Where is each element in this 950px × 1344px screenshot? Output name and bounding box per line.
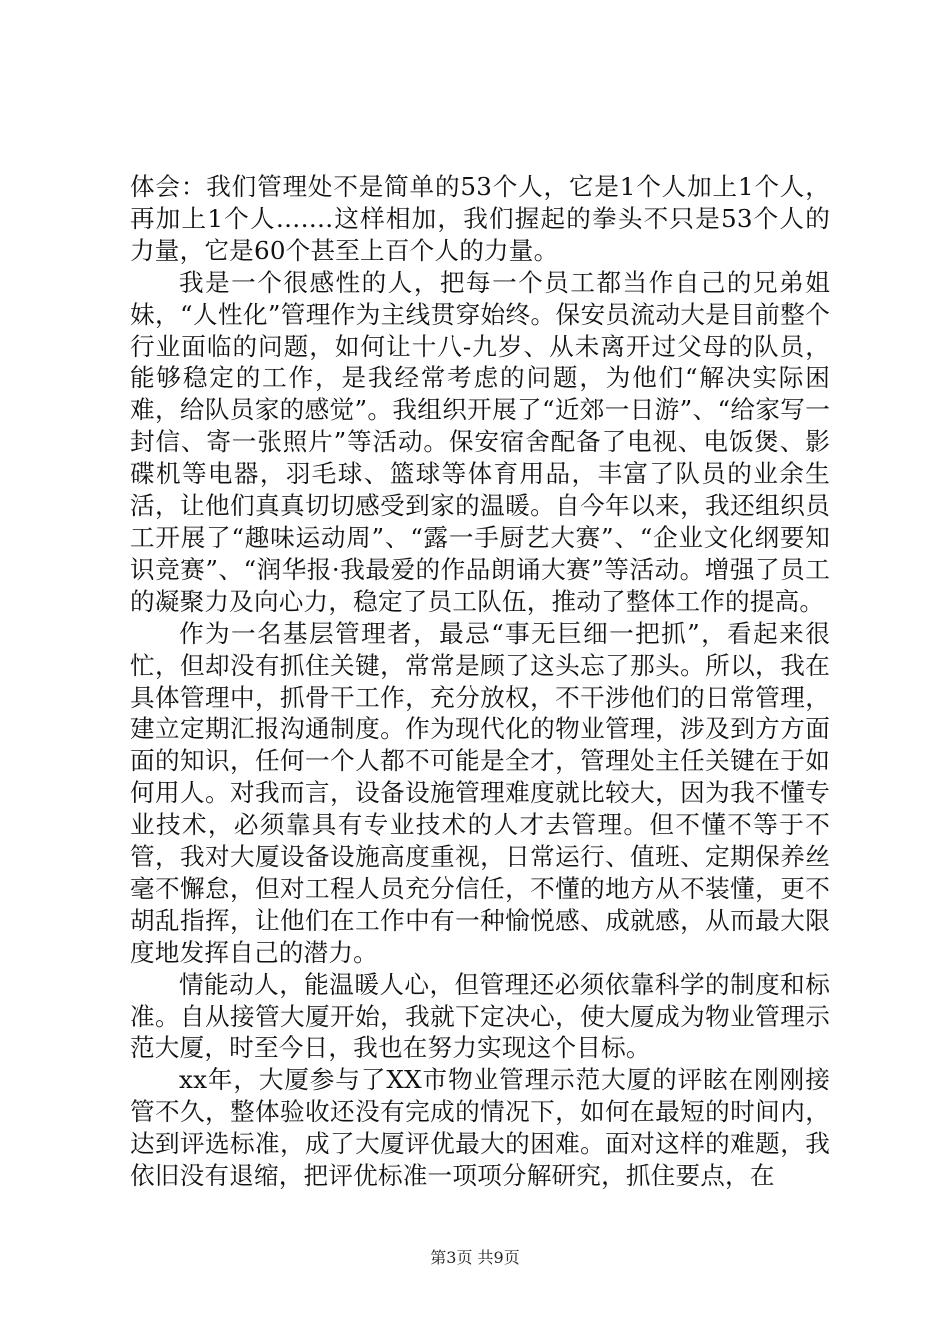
paragraph-4: 情能动人，能温暖人心，但管理还必须依靠科学的制度和标准。自从接管大厦开始，我就下定决心，使大厦成为物业管理示范大厦，时至今日，我也在努力实现这个目标。	[130, 969, 830, 1063]
paragraph-5: xx年，大厦参与了XX市物业管理示范大厦的评眩在刚刚接管不久，整体验收还没有完成的情况下，如何在最短的时间内，达到评选标准，成了大厦评优最大的困难。面对这样的难题，我依旧没有退缩，把评优标准一项项分解研究，抓住要点，在	[130, 1065, 830, 1191]
document-body	[130, 171, 830, 1192]
paragraph-3: 作为一名基层管理者，最忌“事无巨细一把抓”，看起来很忙，但却没有抓住关键，常常是顾了这头忘了那头。所以，我在具体管理中，抓骨干工作，充分放权，不干涉他们的日常管理，建立定期汇报沟通制度。作为现代化的物业管理，涉及到方方面面的知识，任何一个人都不可能是全才，管理处主任关键在于如何用人。对我而言，设备设施管理难度就比较大，因为我不懂专业技术，必须靠具有专业技术的人才去管理。但不懂不等于不管，我对大厦设备设施高度重视，日常运行、值班、定期保养丝毫不懈怠，但对工程人员充分信任，不懂的地方从不装懂，更不胡乱指挥，让他们在工作中有一种愉悦感、成就感，从而最大限度地发挥自己的潜力。	[130, 618, 830, 967]
paragraph-1: 体会：我们管理处不是简单的53个人，它是1个人加上1个人，再加上1个人…….这样相加，我们握起的拳头不只是53个人的力量，它是60个甚至上百个人的力量。	[130, 172, 830, 265]
page-footer: 第3页 共9页	[430, 1248, 520, 1267]
paragraph-2: 我是一个很感性的人，把每一个员工都当作自己的兄弟姐妹，“人性化”管理作为主线贯穿始终。保安员流动大是目前整个行业面临的问题，如何让十八-九岁、从未离开过父母的队员，能够稳定的工作，是我经常考虑的问题，为他们“解决实际困难，给队员家的感觉”。我组织开展了“近郊一日游”、“给家写一封信、寄一张照片”等活动。保安宿舍配备了电视、电饭煲、影碟机等电器，羽毛球、篮球等体育用品，丰富了队员的业余生活，让他们真真切切感受到家的温暖。自今年以来，我还组织员工开展了“趣味运动周”、“露一手厨艺大赛”、“企业文化纲要知识竞赛”、“润华报·我最爱的作品朗诵大赛”等活动。增强了员工的凝聚力及向心力，稳定了员工队伍，推动了整体工作的提高。	[130, 267, 830, 616]
